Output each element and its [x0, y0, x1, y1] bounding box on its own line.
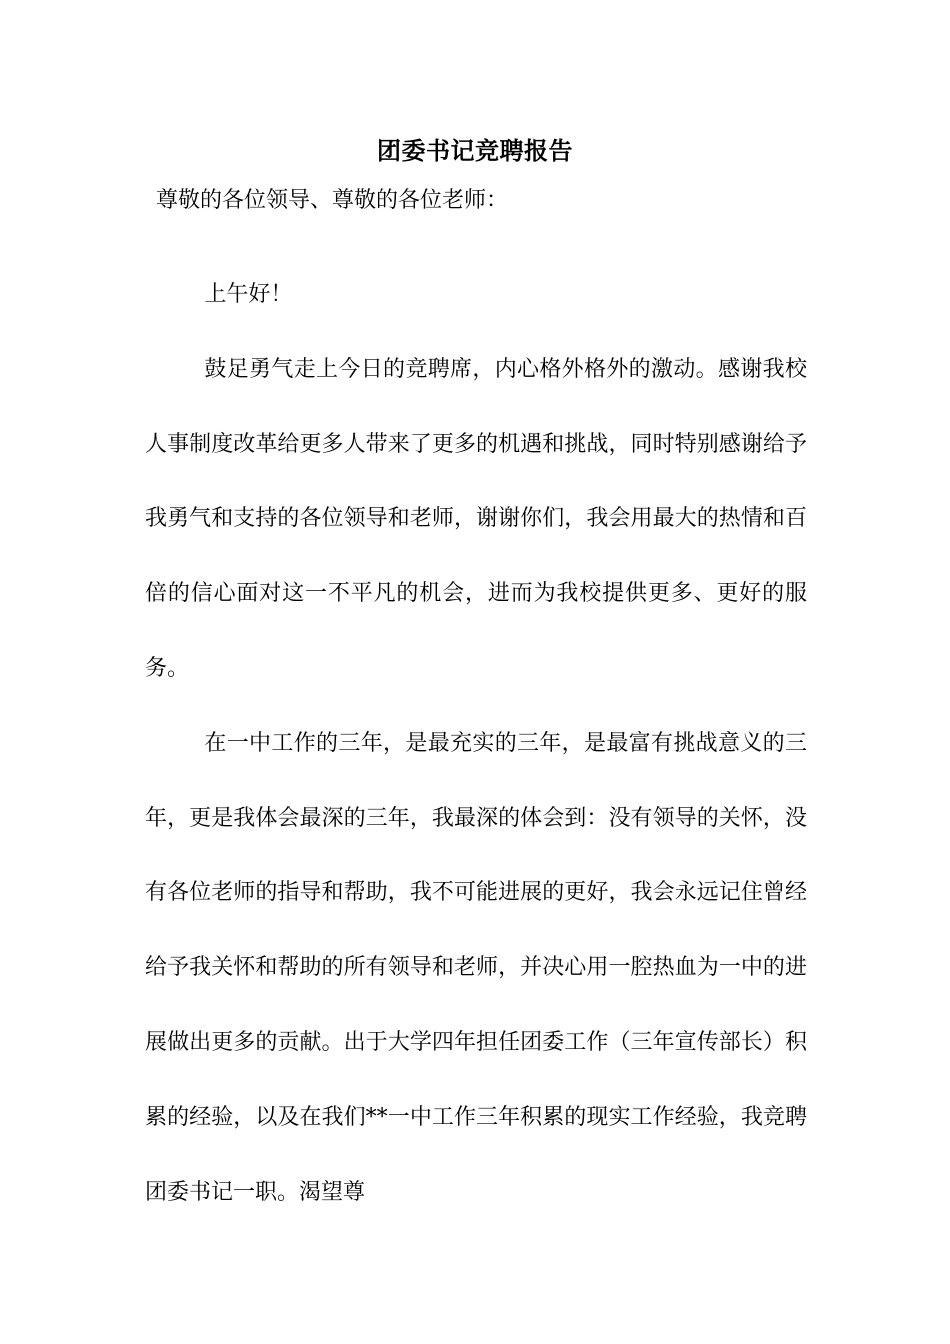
- body-paragraph: 在一中工作的三年，是最充实的三年，是最富有挑战意义的三年，更是我体会最深的三年，我最深的体会到：没有领导的关怀，没有各位老师的指导和帮助，我不可能进展的更好，我会永远记住曾经给予我关怀和帮助的所有领导和老师，并决心用一腔热血为一中的进展做出更多的贡献。出于大学四年担任团委工作（三年宣传部长）积累的经验，以及在我们**一中工作三年积累的现实工作经验，我竞聘团委书记一职。渴望尊: [145, 730, 807, 1205]
- salutation: 尊敬的各位领导、尊敬的各位老师：: [156, 188, 509, 213]
- body-paragraph: 鼓足勇气走上今日的竞聘席，内心格外格外的激动。感谢我校人事制度改革给更多人带来了更多的机遇和挑战，同时特别感谢给予我勇气和支持的各位领导和老师，谢谢你们，我会用最大的热情和百倍的信心面对这一不平凡的机会，进而为我校提供更多、更好的服务。: [145, 356, 807, 681]
- greeting-paragraph: 上午好！: [204, 282, 293, 307]
- document-body: [145, 258, 807, 1230]
- document-title: 团委书记竞聘报告: [377, 136, 573, 165]
